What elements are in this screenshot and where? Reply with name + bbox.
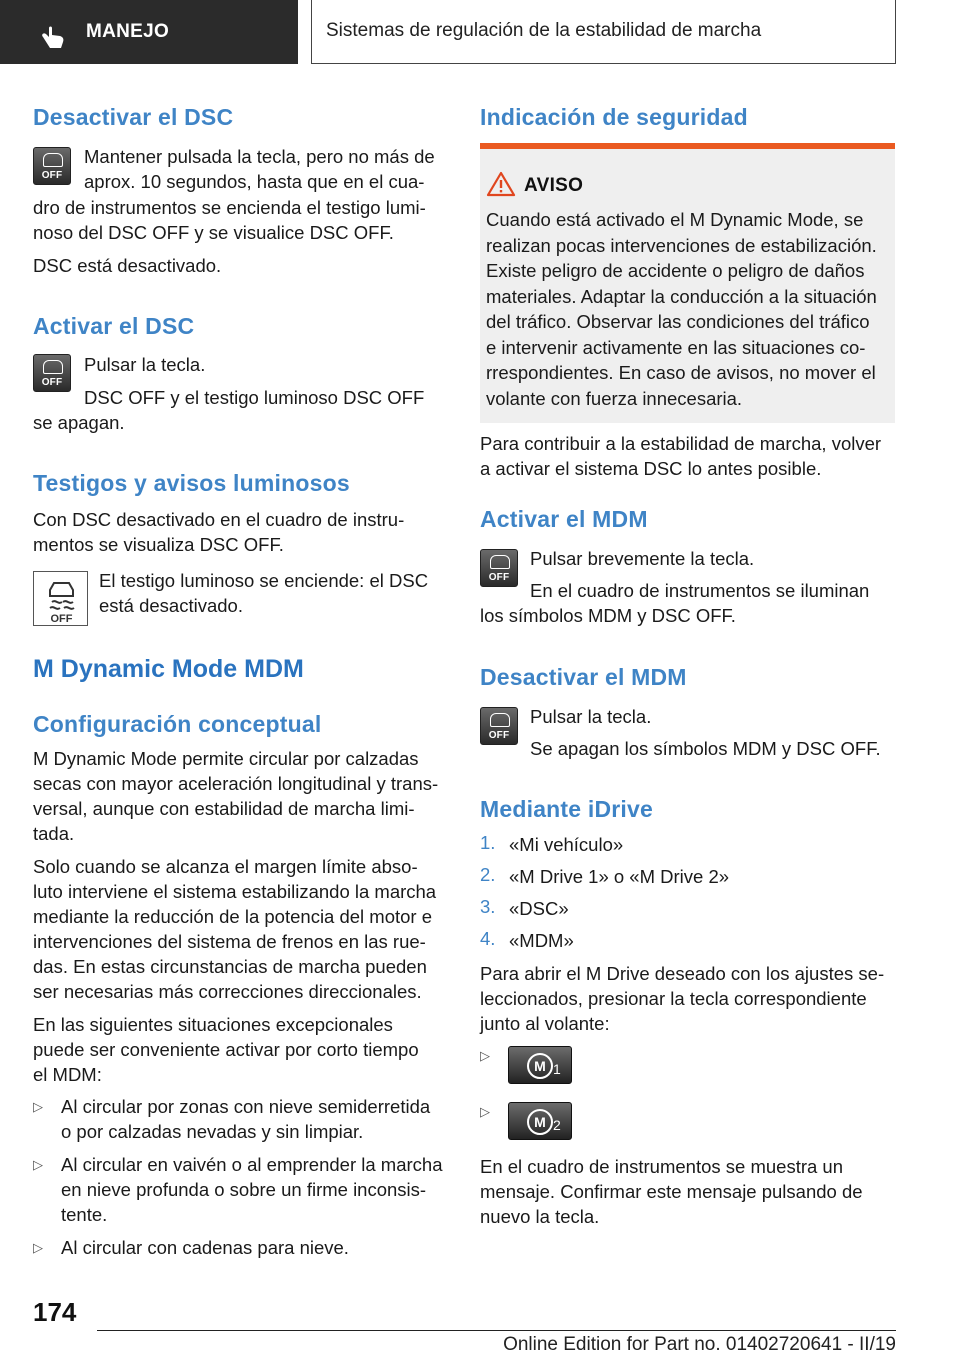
dsc-off-warning-lamp-icon <box>33 571 88 626</box>
text-line: se apagan. <box>33 412 125 433</box>
text-line: tada. <box>33 823 75 844</box>
text-line: M Dynamic Mode permite circular por calzadas <box>33 748 419 769</box>
text-line: Para contribuir a la estabilidad de marcha, volver <box>480 433 882 454</box>
text-line: rrespondientes. En caso de avisos, no mover el <box>486 362 876 383</box>
text-line: junto al volante: <box>480 1013 610 1034</box>
text-line: secas con mayor aceleración longitudinal y trans- <box>33 773 439 794</box>
heading-activar-dsc: Activar el DSC <box>33 313 195 339</box>
text-line: Cuando está activado el M Dynamic Mode, se <box>486 209 864 230</box>
text-line: dro de instrumentos se encienda el testigo lumi- <box>33 197 426 218</box>
text-line: DSC está desactivado. <box>33 255 222 276</box>
text-line: aprox. 10 segundos, hasta que en el cua- <box>84 171 425 192</box>
text-line: en nieve profunda o sobre un firme inconsis- <box>61 1179 427 1200</box>
text-line: los símbolos MDM y DSC OFF. <box>480 605 736 626</box>
dsc-off-key-icon: OFF <box>480 549 518 587</box>
bullet-triangle-icon: ▷ <box>33 1240 43 1255</box>
text-line: luto interviene el sistema estabilizando la marcha <box>33 881 437 902</box>
step-number: 3. <box>480 896 496 917</box>
text-line: mediante la reducción de la potencia del motor e <box>33 906 433 927</box>
heading-desactivar-dsc: Desactivar el DSC <box>33 104 234 130</box>
text-line: Pulsar la tecla. <box>530 706 652 727</box>
text-line: e intervenir activamente en las situaciones co- <box>486 336 866 358</box>
text-line: En el cuadro de instrumentos se muestra un <box>480 1156 843 1177</box>
chapter-header <box>311 0 896 64</box>
dsc-off-key-icon: OFF <box>480 707 518 745</box>
step-text: «DSC» <box>509 898 569 919</box>
text-line: del tráfico. Observar las condiciones del tráfico <box>486 311 870 332</box>
text-line: nuevo la tecla. <box>480 1206 600 1227</box>
warning-text <box>486 207 886 411</box>
text-line: ser necesarias más correcciones direccionales. <box>33 981 422 1002</box>
text-line: Al circular por zonas con nieve semiderretida <box>61 1096 431 1117</box>
edition-note: Online Edition for Part no. 01402720641 - II/19 <box>503 1334 896 1355</box>
heading-activar-mdm: Activar el MDM <box>480 506 648 532</box>
bullet-triangle-icon: ▷ <box>480 1104 490 1119</box>
step-text: «Mi vehículo» <box>509 834 624 855</box>
heading-testigos: Testigos y avisos luminosos <box>33 470 350 496</box>
text-line: intervenciones del sistema de frenos en las rue- <box>33 931 426 952</box>
heading-desactivar-mdm: Desactivar el MDM <box>480 664 687 690</box>
warning-label: AVISO <box>524 175 584 196</box>
text-line: tente. <box>61 1204 108 1225</box>
text-line: das. En estas circunstancias de marcha pueden <box>33 956 427 977</box>
bullet-triangle-icon: ▷ <box>480 1048 490 1063</box>
heading-mediante-idrive: Mediante iDrive <box>480 796 653 822</box>
step-text: «M Drive 1» o «M Drive 2» <box>509 866 730 887</box>
text-line: el MDM: <box>33 1064 102 1085</box>
text-line: noso del DSC OFF y se visualice DSC OFF. <box>33 222 394 243</box>
text-line: versal, aunque con estabilidad de marcha limi- <box>33 798 415 819</box>
dsc-off-key-icon: OFF <box>33 354 71 392</box>
text-line: Solo cuando se alcanza el margen límite abso- <box>33 856 418 877</box>
text-line: El testigo luminoso se enciende: el DSC <box>99 570 429 591</box>
text-line: Mantener pulsada la tecla, pero no más de <box>84 146 435 167</box>
text-line: realizan pocas intervenciones de estabilización. <box>486 234 877 256</box>
bullet-triangle-icon: ▷ <box>33 1157 43 1172</box>
warning-triangle-icon <box>486 171 516 197</box>
text-line: Para abrir el M Drive deseado con los ajustes se- <box>480 963 885 984</box>
heading-configuracion: Configuración conceptual <box>33 711 322 737</box>
text-line: Existe peligro de accidente o peligro de daños <box>486 260 865 281</box>
text-line: DSC OFF y el testigo luminoso DSC OFF <box>84 387 425 408</box>
heading-m-dynamic-mode: M Dynamic Mode MDM <box>33 655 304 683</box>
text-line: mensaje. Confirmar este mensaje pulsando de <box>480 1181 863 1202</box>
section-tab-label: MANEJO <box>86 21 170 42</box>
page-number: 174 <box>33 1297 77 1327</box>
chapter-title: Sistemas de regulación de la estabilidad de marcha <box>326 20 762 41</box>
m1-key-icon: M 1 <box>508 1046 572 1084</box>
text-line: Pulsar brevemente la tecla. <box>530 548 755 569</box>
text-line: Al circular en vaivén o al emprender la marcha <box>61 1154 443 1175</box>
bullet-triangle-icon: ▷ <box>33 1099 43 1114</box>
text-line: volante con fuerza innecesaria. <box>486 387 743 409</box>
text-line: mentos se visualiza DSC OFF. <box>33 534 284 555</box>
text-line: En el cuadro de instrumentos se iluminan <box>530 580 870 601</box>
step-text: «MDM» <box>509 930 574 951</box>
text-line: está desactivado. <box>99 595 243 616</box>
step-number: 1. <box>480 832 496 853</box>
text-line: o por calzadas nevadas y sin limpiar. <box>61 1121 364 1142</box>
step-number: 4. <box>480 928 496 949</box>
hand-pointer-icon <box>40 26 66 50</box>
text-line: En las siguientes situaciones excepcionales <box>33 1014 393 1035</box>
section-tab <box>0 0 298 64</box>
text-line: Se apagan los símbolos MDM y DSC OFF. <box>530 738 881 759</box>
text-line: leccionados, presionar la tecla correspondiente <box>480 988 867 1009</box>
text-line: a activar el sistema DSC lo antes posible. <box>480 458 822 479</box>
text-line: Pulsar la tecla. <box>84 354 206 375</box>
footer-divider <box>97 1330 896 1331</box>
step-number: 2. <box>480 864 496 885</box>
warning-box <box>480 143 895 423</box>
text-line: materiales. Adaptar la conducción a la situación <box>486 285 877 307</box>
text-line: Con DSC desactivado en el cuadro de instru- <box>33 509 405 530</box>
dsc-off-key-icon: OFF <box>33 147 71 185</box>
heading-indicacion-seguridad: Indicación de seguridad <box>480 104 748 130</box>
m2-key-icon: M 2 <box>508 1102 572 1140</box>
text-line: Al circular con cadenas para nieve. <box>61 1237 349 1258</box>
text-line: puede ser conveniente activar por corto tiempo <box>33 1039 419 1060</box>
svg-text:OFF: OFF <box>50 613 73 625</box>
